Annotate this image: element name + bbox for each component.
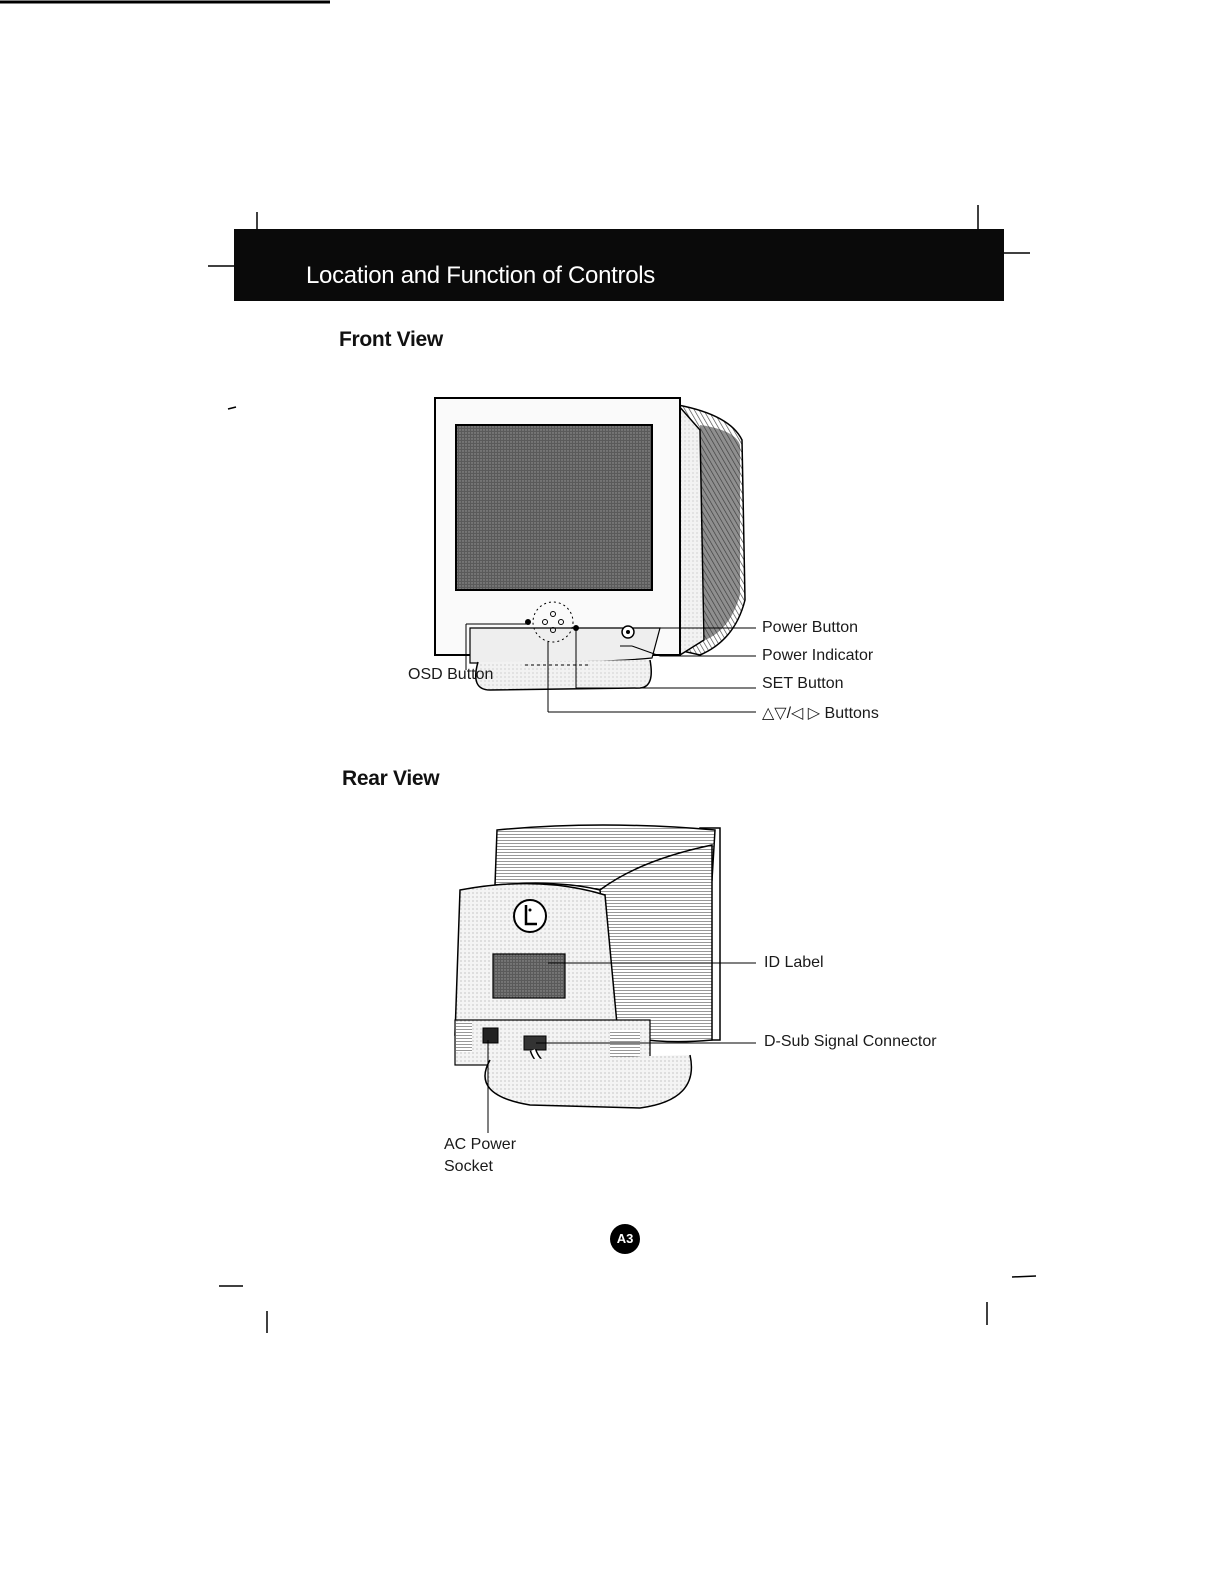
power-button-callout: Power Button [762, 619, 859, 636]
power-indicator-callout: Power Indicator [762, 647, 874, 664]
rear-view-title: Rear View [342, 767, 440, 790]
page-title: Location and Function of Controls [306, 262, 655, 289]
page-number: A3 [610, 1224, 640, 1254]
ac-power-callout-line2: Socket [444, 1158, 493, 1175]
set-button-callout: SET Button [762, 675, 844, 692]
ac-power-callout-line1: AC Power [444, 1136, 517, 1153]
osd-button-callout: OSD Button [408, 666, 494, 683]
front-view-title: Front View [339, 328, 443, 351]
id-label-callout: ID Label [764, 954, 824, 971]
dsub-connector-callout: D-Sub Signal Connector [764, 1033, 937, 1050]
arrow-buttons-callout: △▽/◁ ▷ Buttons [762, 705, 879, 722]
